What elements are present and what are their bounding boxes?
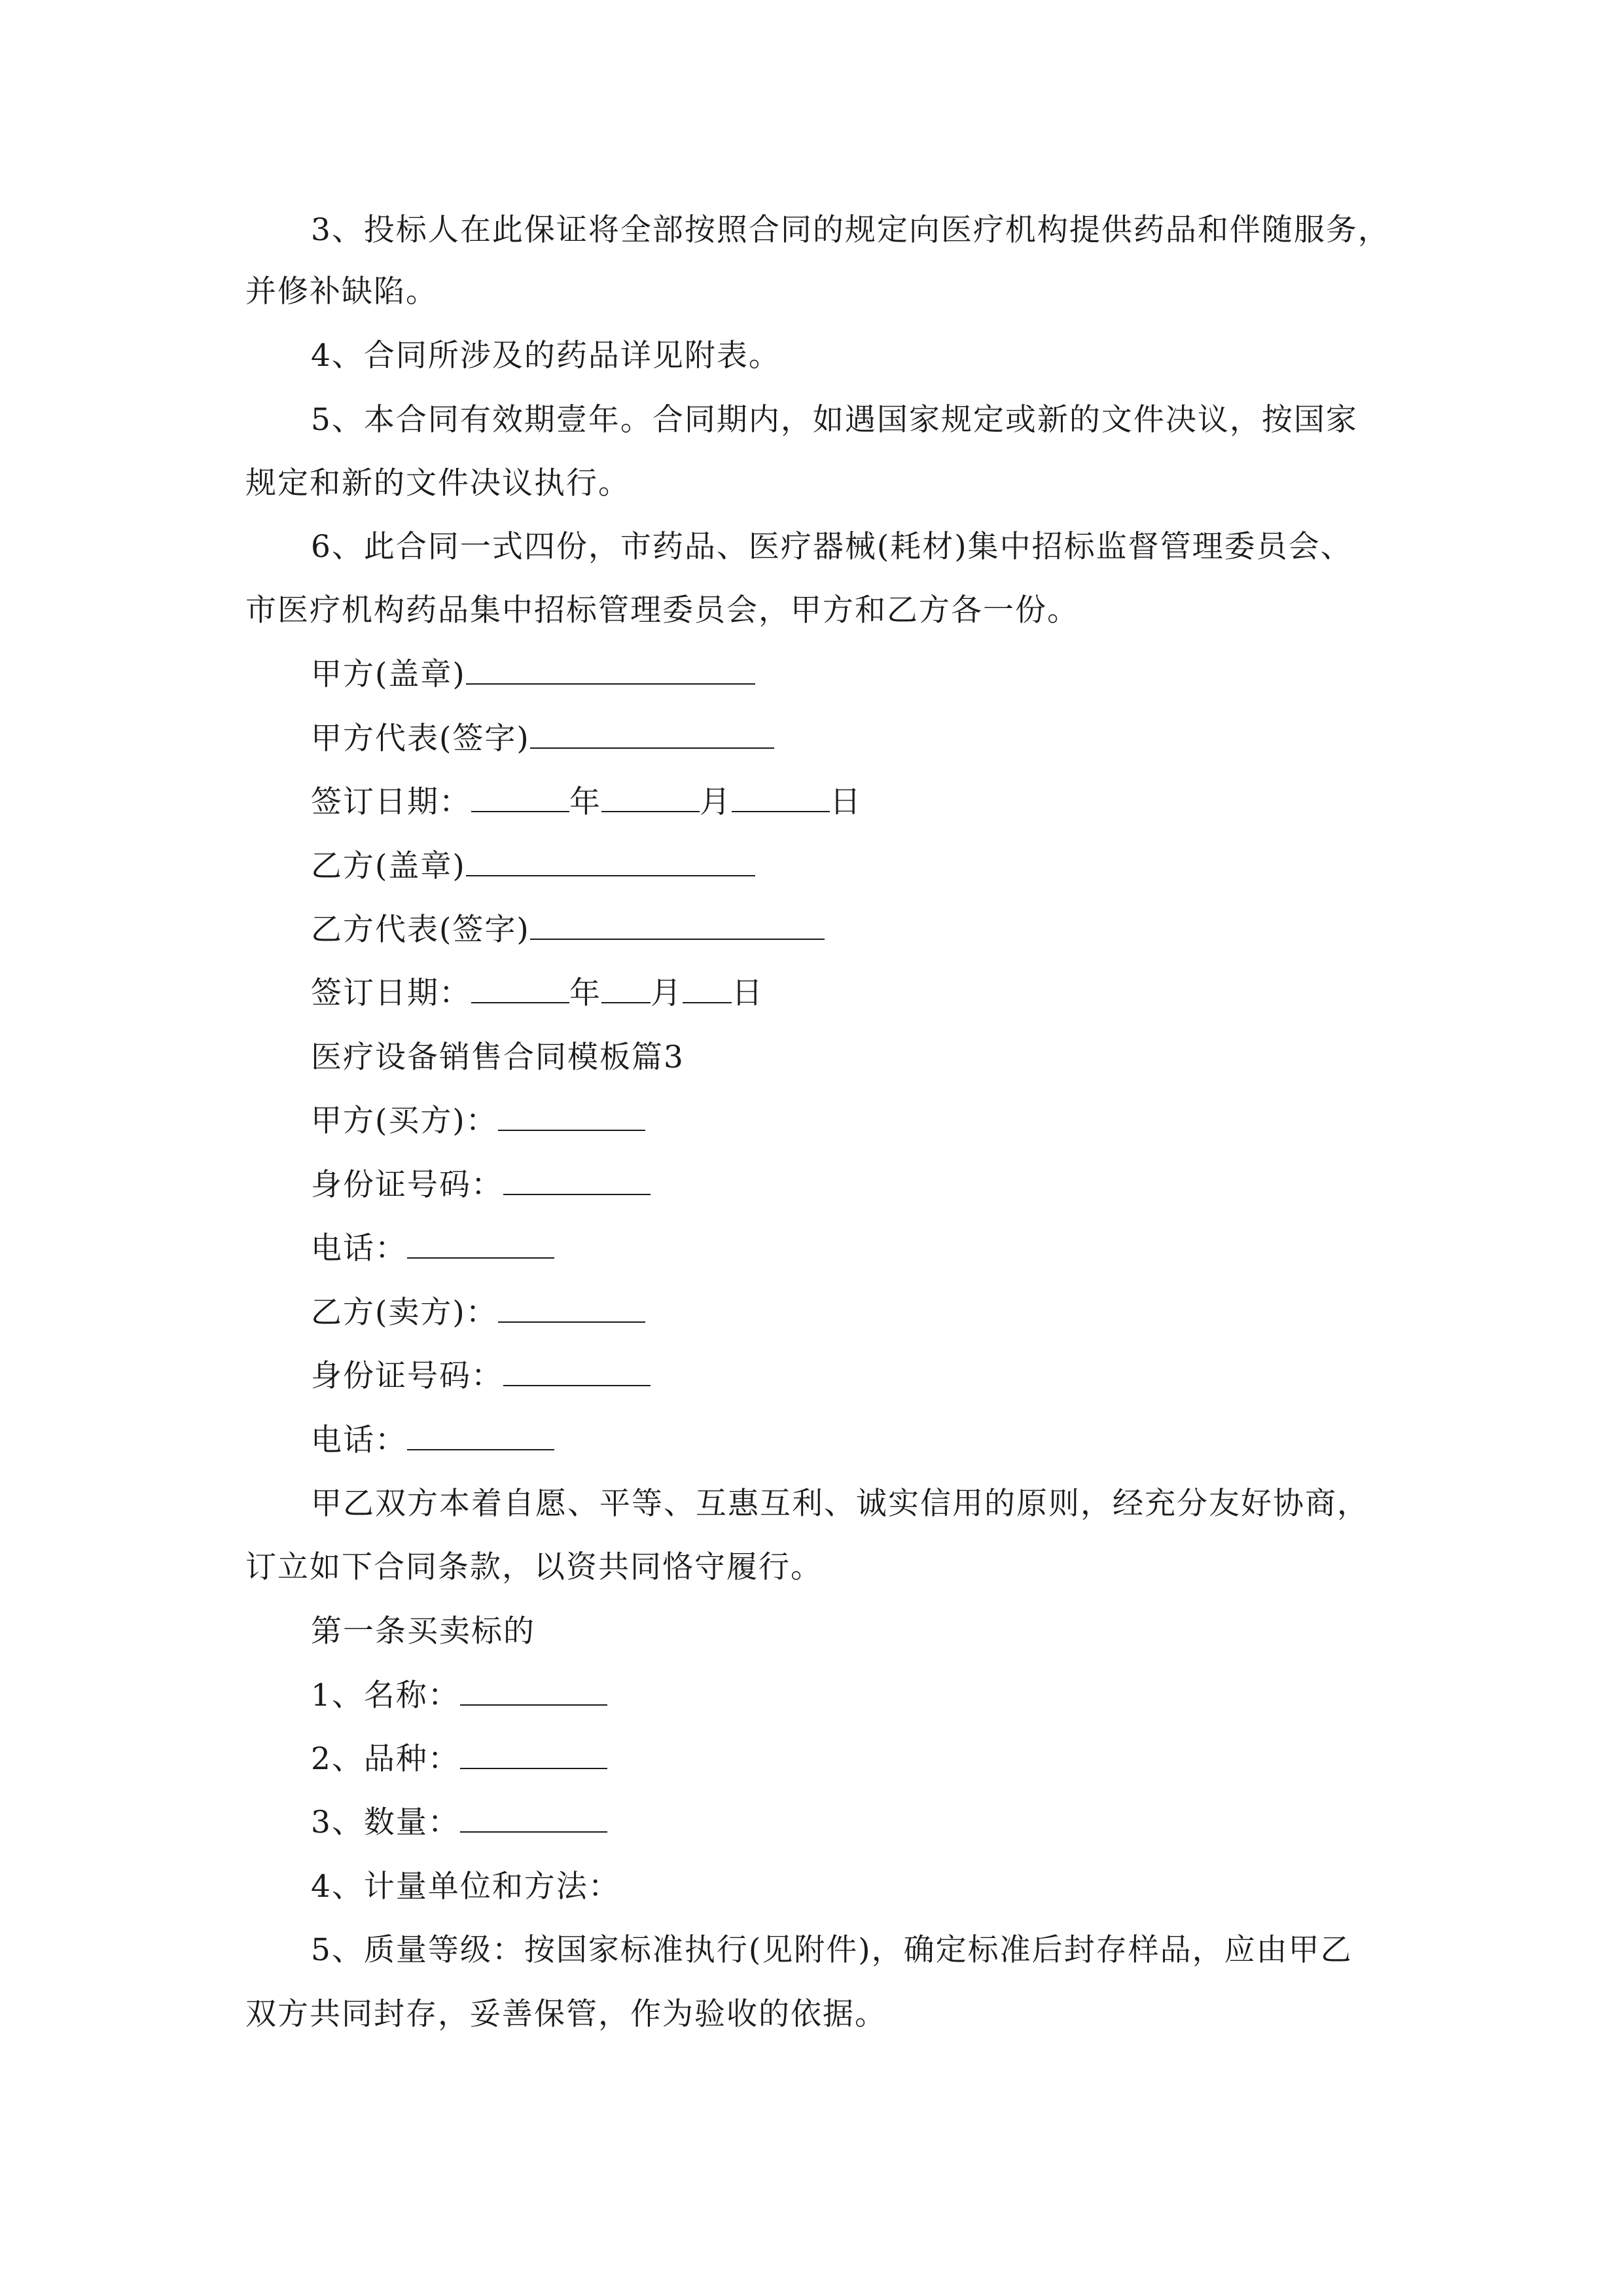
seller-row <box>311 1293 645 1333</box>
party-b-seal-label: 乙方(盖章) <box>311 848 466 884</box>
buyer-phone-blank[interactable] <box>407 1231 554 1259</box>
clause-3-line-1: 3、投标人在此保证将全部按照合同的规定向医疗机构提供药品和伴随服务， <box>311 212 1390 248</box>
sign-date-b-day-blank[interactable] <box>683 976 732 1003</box>
party-b-rep-row <box>311 910 825 950</box>
seller-blank[interactable] <box>498 1295 645 1323</box>
item-3-blank[interactable] <box>460 1805 607 1833</box>
party-a-seal-blank[interactable] <box>466 657 755 685</box>
sign-date-a-month-blank[interactable] <box>601 785 700 812</box>
year-label: 年 <box>569 784 601 820</box>
party-b-rep-label: 乙方代表(签字) <box>311 912 530 948</box>
article-1-item-4: 4、计量单位和方法： <box>311 1869 620 1905</box>
clause-4: 4、合同所涉及的药品详见附表。 <box>311 338 781 374</box>
article-1-item-1 <box>311 1676 607 1715</box>
item-1-blank[interactable] <box>460 1678 607 1706</box>
item-1-label: 1、名称： <box>311 1677 460 1713</box>
clause-3-line-2: 并修补缺陷。 <box>245 274 438 310</box>
article-1-item-5-line-2: 双方共同封存，妥善保管，作为验收的依据。 <box>245 1996 887 2032</box>
month-label: 月 <box>651 975 683 1011</box>
item-2-blank[interactable] <box>460 1742 607 1769</box>
party-a-rep-row <box>311 719 774 759</box>
article-1-item-2 <box>311 1740 607 1779</box>
clause-6-line-2: 市医疗机构药品集中招标管理委员会，甲方和乙方各一份。 <box>245 592 1079 628</box>
clause-5-line-1: 5、本合同有效期壹年。合同期内，如遇国家规定或新的文件决议，按国家 <box>311 402 1358 438</box>
preamble-line-2: 订立如下合同条款，以资共同恪守履行。 <box>245 1549 823 1585</box>
buyer-id-row <box>311 1166 651 1205</box>
clause-6-line-1: 6、此合同一式四份，市药品、医疗器械(耗材)集中招标监督管理委员会、 <box>311 529 1353 565</box>
seller-phone-blank[interactable] <box>407 1423 554 1450</box>
buyer-row <box>311 1102 645 1141</box>
sign-date-b-year-blank[interactable] <box>471 976 569 1003</box>
sign-date-a-row <box>311 783 862 822</box>
party-b-seal-row <box>311 847 755 886</box>
party-a-rep-blank[interactable] <box>530 721 774 749</box>
sign-date-b-label: 签订日期： <box>311 975 471 1011</box>
buyer-phone-row <box>311 1229 554 1268</box>
item-2-label: 2、品种： <box>311 1741 460 1777</box>
article-1-title: 第一条买卖标的 <box>311 1613 535 1649</box>
seller-id-label: 身份证号码： <box>311 1358 503 1394</box>
party-b-seal-blank[interactable] <box>466 849 755 876</box>
buyer-label: 甲方(买方)： <box>311 1103 498 1139</box>
day-label: 日 <box>830 784 862 820</box>
month-label: 月 <box>700 784 732 820</box>
party-a-seal-label: 甲方(盖章) <box>311 656 466 692</box>
party-b-rep-blank[interactable] <box>530 912 825 940</box>
buyer-id-blank[interactable] <box>503 1168 651 1195</box>
clause-5-line-2: 规定和新的文件决议执行。 <box>245 465 630 501</box>
buyer-phone-label: 电话： <box>311 1230 407 1266</box>
buyer-blank[interactable] <box>498 1103 645 1131</box>
article-1-item-5-line-1: 5、质量等级：按国家标准执行(见附件)，确定标准后封存样品，应由甲乙 <box>311 1932 1353 1968</box>
day-label: 日 <box>732 975 764 1011</box>
article-1-item-3 <box>311 1803 607 1842</box>
sign-date-a-year-blank[interactable] <box>471 785 569 812</box>
buyer-id-label: 身份证号码： <box>311 1167 503 1203</box>
sign-date-a-day-blank[interactable] <box>732 785 830 812</box>
preamble-line-1: 甲乙双方本着自愿、平等、互惠互利、诚实信用的原则，经充分友好协商， <box>311 1486 1369 1522</box>
sign-date-b-row <box>311 974 764 1013</box>
section-title: 医疗设备销售合同模板篇3 <box>311 1039 685 1075</box>
seller-id-blank[interactable] <box>503 1359 651 1386</box>
seller-phone-row <box>311 1421 554 1460</box>
seller-id-row <box>311 1357 651 1396</box>
sign-date-b-month-blank[interactable] <box>601 976 651 1003</box>
sign-date-a-label: 签订日期： <box>311 784 471 820</box>
party-a-seal-row <box>311 655 755 694</box>
item-3-label: 3、数量： <box>311 1804 460 1840</box>
party-a-rep-label: 甲方代表(签字) <box>311 721 530 757</box>
seller-label: 乙方(卖方)： <box>311 1295 498 1331</box>
year-label: 年 <box>569 975 601 1011</box>
seller-phone-label: 电话： <box>311 1422 407 1458</box>
